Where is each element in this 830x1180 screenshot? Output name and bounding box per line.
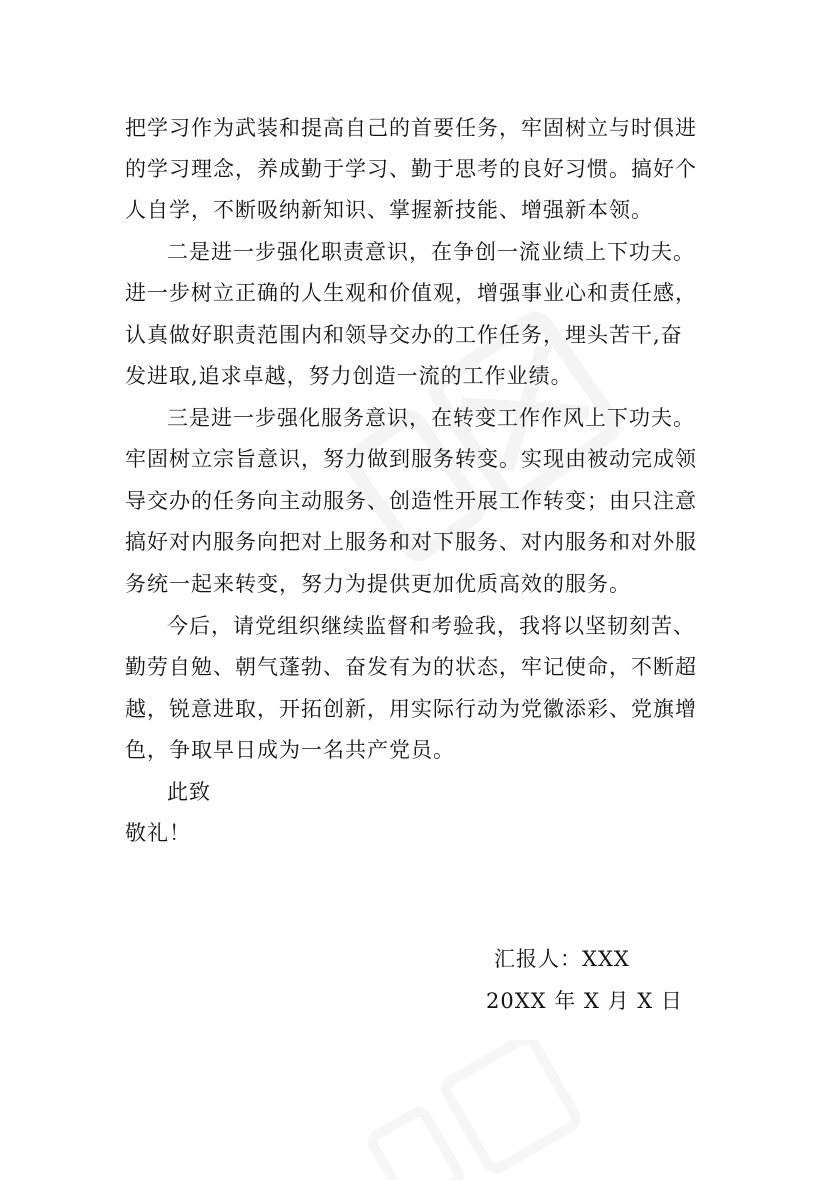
body-line-14: 勤劳自勉、朝气蓬勃、奋发有为的状态，牢记使命，不断超 — [125, 655, 697, 679]
body-line-5: 进一步树立正确的人生观和价值观，增强事业心和责任感， — [125, 281, 697, 305]
body-line-15: 越，锐意进取，开拓创新，用实际行动为党徽添彩、党旗增 — [125, 697, 697, 721]
watermark-logo-bottom — [330, 1040, 630, 1180]
body-line-9: 牢固树立宗旨意识，努力做到服务转变。实现由被动完成领 — [125, 447, 697, 471]
body-line-2: 的学习理念，养成勤于学习、勤于思考的良好习惯。搞好个 — [125, 157, 697, 181]
body-line-16: 色，争取早日成为一名共产党员。 — [125, 738, 455, 762]
body-line-6: 认真做好职责范围内和领导交办的工作任务，埋头苦干,奋 — [125, 323, 683, 347]
body-line-10: 导交办的任务向主动服务、创造性开展工作转变；由只注意 — [125, 489, 697, 513]
body-line-12: 务统一起来转变，努力为提供更加优质高效的服务。 — [125, 572, 631, 596]
body-line-3: 人自学，不断吸纳新知识、掌握新技能、增强新本领。 — [125, 198, 653, 222]
body-line-1: 把学习作为武装和提高自己的首要任务，牢固树立与时俱进 — [125, 116, 697, 140]
signature: 汇报人：XXX — [494, 947, 630, 971]
body-line-4: 二是进一步强化职责意识，在争创一流业绩上下功夫。 — [167, 240, 695, 264]
watermark-logo — [300, 260, 660, 620]
salutation: 敬礼！ — [125, 821, 191, 845]
date: 20XX 年 X 月 X 日 — [486, 989, 683, 1013]
body-line-8: 三是进一步强化服务意识，在转变工作作风上下功夫。 — [167, 406, 695, 430]
body-line-13: 今后，请党组织继续监督和考验我，我将以坚韧刻苦、 — [167, 614, 695, 638]
closing-phrase: 此致 — [167, 780, 211, 804]
body-line-7: 发进取,追求卓越，努力创造一流的工作业绩。 — [125, 364, 573, 388]
body-line-11: 搞好对内服务向把对上服务和对下服务、对内服务和对外服 — [125, 530, 697, 554]
